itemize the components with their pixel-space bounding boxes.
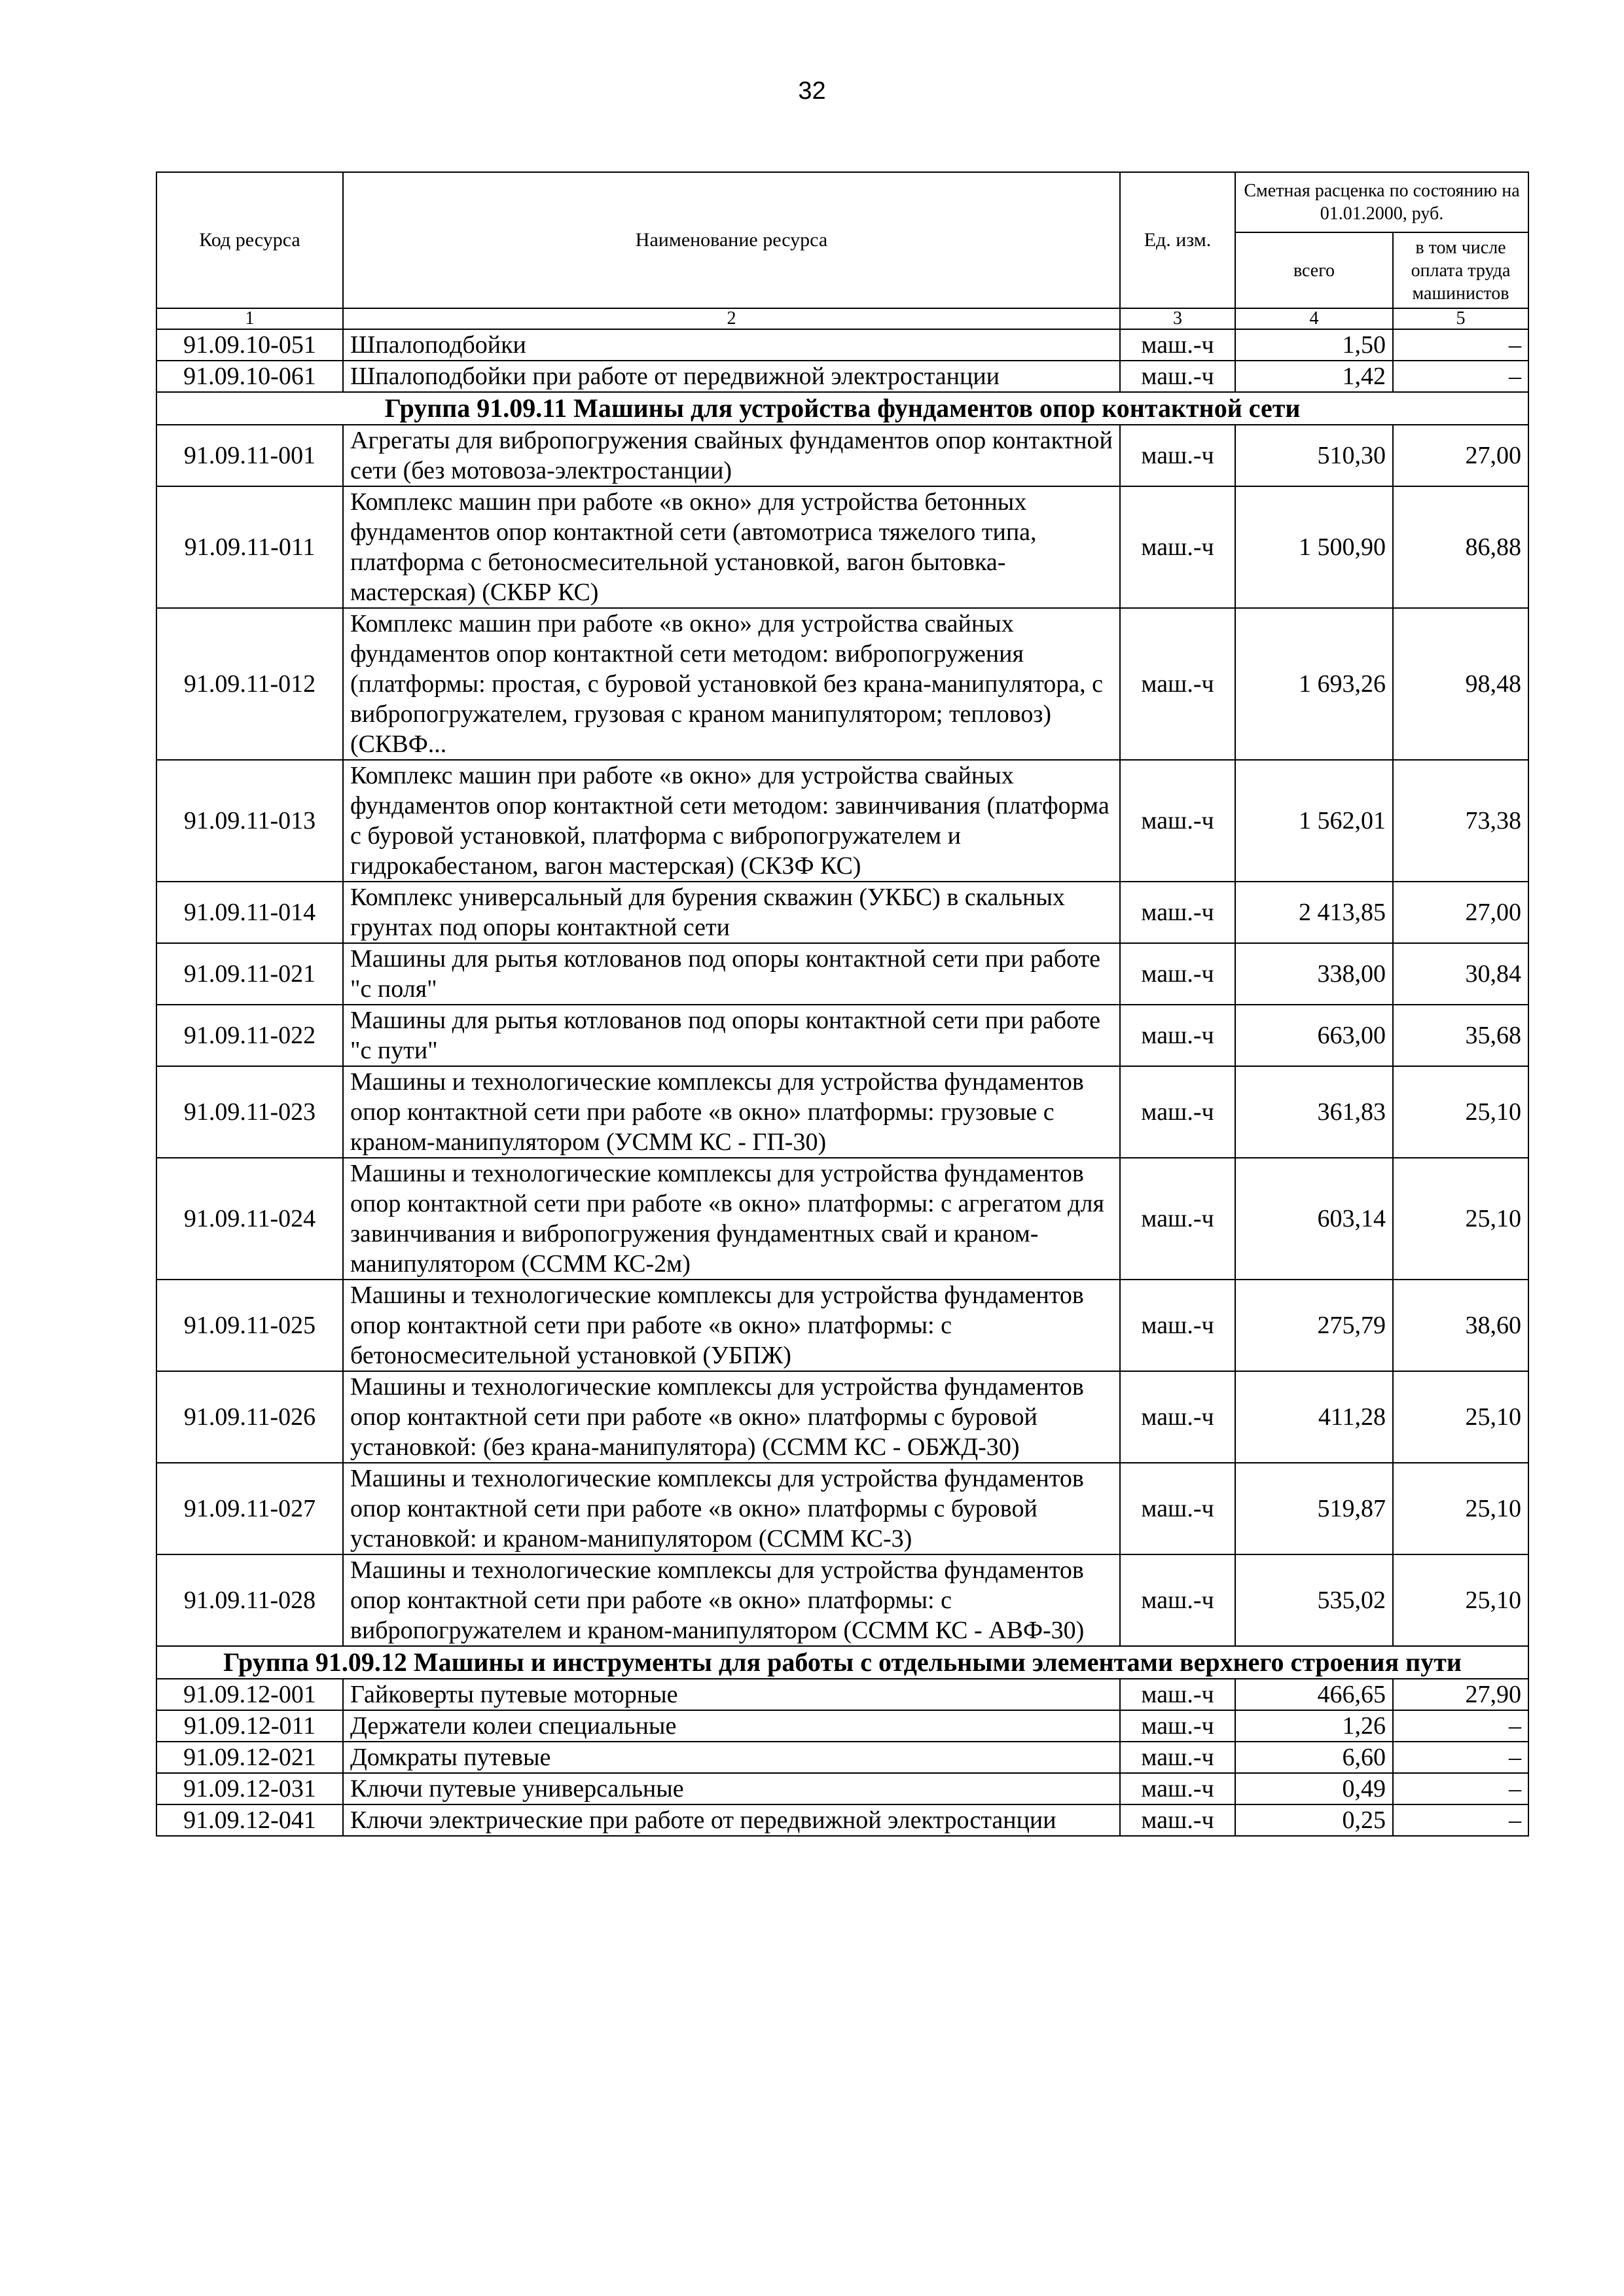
rate-total: 0,25: [1235, 1804, 1393, 1836]
table-row: [156, 1804, 1528, 1836]
resource-name: Машины и технологические комплексы для устройства фундаментов опор контактной сети при работе «в окно» платформы: с вибропогружателем и краном-манипулятором (ССММ КС - АВФ-30): [343, 1554, 1120, 1646]
resource-code: 91.09.12-031: [156, 1773, 343, 1804]
resource-name: Ключи путевые универсальные: [343, 1773, 1120, 1804]
rate-total: 1,42: [1235, 361, 1393, 392]
resource-name: Шпалоподбойки при работе от передвижной электростанции: [343, 361, 1120, 392]
resource-code: 91.09.11-027: [156, 1463, 343, 1554]
rate-total: 1 562,01: [1235, 760, 1393, 882]
resource-code: 91.09.11-022: [156, 1005, 343, 1066]
table-row: [156, 1742, 1528, 1773]
rate-labor: 25,10: [1393, 1463, 1528, 1554]
column-number: 5: [1393, 308, 1528, 329]
group-title: Группа 91.09.12 Машины и инструменты для работы с отдельными элементами верхнего строения пути: [156, 1646, 1528, 1679]
rate-labor: 25,10: [1393, 1554, 1528, 1646]
rate-labor: 25,10: [1393, 1158, 1528, 1280]
resource-unit: маш.-ч: [1120, 1773, 1235, 1804]
table-row: [156, 1158, 1528, 1280]
resource-code: 91.09.11-026: [156, 1371, 343, 1463]
resource-unit: маш.-ч: [1120, 1742, 1235, 1773]
resource-name: Комплекс машин при работе «в окно» для устройства бетонных фундаментов опор контактной сети (автомотриса тяжелого типа, платформа с бетоносмесительной установкой, вагон бытовка-мастерская) (СКБР КС): [343, 486, 1120, 608]
resource-unit: маш.-ч: [1120, 361, 1235, 392]
header-estimate: Сметная расценка по состоянию на 01.01.2000, руб.: [1235, 172, 1528, 232]
resource-unit: маш.-ч: [1120, 1066, 1235, 1158]
group-header-row: [156, 1646, 1528, 1679]
resource-unit: маш.-ч: [1120, 943, 1235, 1005]
table-row: [156, 486, 1528, 608]
resource-code: 91.09.11-024: [156, 1158, 343, 1280]
resource-name: Домкраты путевые: [343, 1742, 1120, 1773]
rate-total: 519,87: [1235, 1463, 1393, 1554]
resource-unit: маш.-ч: [1120, 1158, 1235, 1280]
resource-code: 91.09.12-011: [156, 1710, 343, 1742]
rate-labor: 38,60: [1393, 1280, 1528, 1371]
column-number: 1: [156, 308, 343, 329]
resource-code: 91.09.11-011: [156, 486, 343, 608]
table-row: [156, 361, 1528, 392]
rate-total: 1 693,26: [1235, 608, 1393, 760]
resource-name: Машины и технологические комплексы для устройства фундаментов опор контактной сети при работе «в окно» платформы: с агрегатом для завинчивания и вибропогружения фундаментных свай и краном-манипулятором (ССММ КС-2м): [343, 1158, 1120, 1280]
resource-name: Комплекс машин при работе «в окно» для устройства свайных фундаментов опор контактной сети методом: завинчивания (платформа с буровой установкой, платформа с вибропогружателем и гидрокабестаном, вагон мастерская) (СКЗФ КС): [343, 760, 1120, 882]
resource-name: Машины для рытья котлованов под опоры контактной сети при работе "с пути": [343, 1005, 1120, 1066]
resource-code: 91.09.12-001: [156, 1679, 343, 1710]
column-number: 2: [343, 308, 1120, 329]
resource-unit: маш.-ч: [1120, 1280, 1235, 1371]
resource-code: 91.09.11-025: [156, 1280, 343, 1371]
rate-labor: 27,90: [1393, 1679, 1528, 1710]
rate-labor: –: [1393, 329, 1528, 361]
rate-labor: 35,68: [1393, 1005, 1528, 1066]
rate-total: 663,00: [1235, 1005, 1393, 1066]
resource-name: Гайковерты путевые моторные: [343, 1679, 1120, 1710]
rate-total: 275,79: [1235, 1280, 1393, 1371]
rate-total: 535,02: [1235, 1554, 1393, 1646]
resource-name: Ключи электрические при работе от передвижной электростанции: [343, 1804, 1120, 1836]
resource-unit: маш.-ч: [1120, 329, 1235, 361]
header-labor: в том числе оплата труда машинистов: [1393, 232, 1528, 308]
resource-code: 91.09.11-021: [156, 943, 343, 1005]
group-title: Группа 91.09.11 Машины для устройства фундаментов опор контактной сети: [156, 392, 1528, 425]
resource-code: 91.09.11-013: [156, 760, 343, 882]
rate-total: 0,49: [1235, 1773, 1393, 1804]
rate-labor: –: [1393, 1710, 1528, 1742]
resource-name: Шпалоподбойки: [343, 329, 1120, 361]
page-number: 32: [798, 77, 826, 105]
table-row: [156, 1463, 1528, 1554]
table-row: [156, 1371, 1528, 1463]
resource-unit: маш.-ч: [1120, 1554, 1235, 1646]
rate-labor: 98,48: [1393, 608, 1528, 760]
header-name: Наименование ресурса: [343, 172, 1120, 308]
table-row: [156, 608, 1528, 760]
table-row: [156, 1773, 1528, 1804]
rate-total: 466,65: [1235, 1679, 1393, 1710]
rate-labor: –: [1393, 1742, 1528, 1773]
resource-unit: маш.-ч: [1120, 1679, 1235, 1710]
resource-code: 91.09.11-012: [156, 608, 343, 760]
resource-unit: маш.-ч: [1120, 608, 1235, 760]
resource-unit: маш.-ч: [1120, 1710, 1235, 1742]
rate-labor: 25,10: [1393, 1371, 1528, 1463]
resource-unit: маш.-ч: [1120, 1463, 1235, 1554]
table-header: [156, 172, 1528, 329]
group-header-row: [156, 392, 1528, 425]
column-number: 3: [1120, 308, 1235, 329]
table-row: [156, 760, 1528, 882]
resource-code: 91.09.10-051: [156, 329, 343, 361]
rate-total: 338,00: [1235, 943, 1393, 1005]
rate-labor: 30,84: [1393, 943, 1528, 1005]
resource-code: 91.09.11-023: [156, 1066, 343, 1158]
rate-total: 411,28: [1235, 1371, 1393, 1463]
resource-unit: маш.-ч: [1120, 882, 1235, 943]
rate-labor: 86,88: [1393, 486, 1528, 608]
resource-unit: маш.-ч: [1120, 1371, 1235, 1463]
header-total: всего: [1235, 232, 1393, 308]
rate-labor: –: [1393, 1773, 1528, 1804]
rate-labor: –: [1393, 361, 1528, 392]
rate-total: 603,14: [1235, 1158, 1393, 1280]
resource-unit: маш.-ч: [1120, 486, 1235, 608]
resource-name: Держатели колеи специальные: [343, 1710, 1120, 1742]
resource-rates-table: [156, 171, 1529, 1837]
table-row: [156, 425, 1528, 486]
rate-labor: 73,38: [1393, 760, 1528, 882]
table-row: [156, 943, 1528, 1005]
table-row: [156, 1554, 1528, 1646]
resource-unit: маш.-ч: [1120, 1005, 1235, 1066]
rate-total: 6,60: [1235, 1742, 1393, 1773]
table-row: [156, 1679, 1528, 1710]
resource-unit: маш.-ч: [1120, 425, 1235, 486]
resource-name: Машины и технологические комплексы для устройства фундаментов опор контактной сети при работе «в окно» платформы: с бетоносмесительной установкой (УБПЖ): [343, 1280, 1120, 1371]
table-row: [156, 1066, 1528, 1158]
resource-name: Комплекс машин при работе «в окно» для устройства свайных фундаментов опор контактной сети методом: вибропогружения (платформы: простая, с буровой установкой без крана-манипулятора, с вибропогружателем, грузовая с краном манипулятором; тепловоз) (СКВФ...: [343, 608, 1120, 760]
rate-labor: –: [1393, 1804, 1528, 1836]
table-row: [156, 1005, 1528, 1066]
rate-labor: 27,00: [1393, 425, 1528, 486]
resource-name: Агрегаты для вибропогружения свайных фундаментов опор контактной сети (без мотовоза-электростанции): [343, 425, 1120, 486]
rate-total: 361,83: [1235, 1066, 1393, 1158]
table-row: [156, 329, 1528, 361]
rate-labor: 27,00: [1393, 882, 1528, 943]
rate-total: 1 500,90: [1235, 486, 1393, 608]
rate-total: 510,30: [1235, 425, 1393, 486]
resource-unit: маш.-ч: [1120, 1804, 1235, 1836]
resource-name: Машины и технологические комплексы для устройства фундаментов опор контактной сети при работе «в окно» платформы: грузовые с краном-манипулятором (УСММ КС - ГП-30): [343, 1066, 1120, 1158]
resource-name: Комплекс универсальный для бурения скважин (УКБС) в скальных грунтах под опоры контактной сети: [343, 882, 1120, 943]
table-row: [156, 1280, 1528, 1371]
resource-name: Машины и технологические комплексы для устройства фундаментов опор контактной сети при работе «в окно» платформы с буровой установкой: и краном-манипулятором (ССММ КС-3): [343, 1463, 1120, 1554]
rate-labor: 25,10: [1393, 1066, 1528, 1158]
column-number: 4: [1235, 308, 1393, 329]
resource-unit: маш.-ч: [1120, 760, 1235, 882]
resource-code: 91.09.12-021: [156, 1742, 343, 1773]
rate-total: 2 413,85: [1235, 882, 1393, 943]
table-row: [156, 882, 1528, 943]
resource-name: Машины для рытья котлованов под опоры контактной сети при работе "с поля": [343, 943, 1120, 1005]
rate-total: 1,50: [1235, 329, 1393, 361]
resource-code: 91.09.10-061: [156, 361, 343, 392]
resource-code: 91.09.11-014: [156, 882, 343, 943]
resource-code: 91.09.11-001: [156, 425, 343, 486]
table-body: [156, 329, 1528, 1836]
resource-name: Машины и технологические комплексы для устройства фундаментов опор контактной сети при работе «в окно» платформы с буровой установкой: (без крана-манипулятора) (ССММ КС - ОБЖД-30): [343, 1371, 1120, 1463]
header-code: Код ресурса: [156, 172, 343, 308]
resource-code: 91.09.11-028: [156, 1554, 343, 1646]
column-numbers-row: [156, 308, 1528, 329]
resource-code: 91.09.12-041: [156, 1804, 343, 1836]
table-row: [156, 1710, 1528, 1742]
header-unit: Ед. изм.: [1120, 172, 1235, 308]
rate-total: 1,26: [1235, 1710, 1393, 1742]
